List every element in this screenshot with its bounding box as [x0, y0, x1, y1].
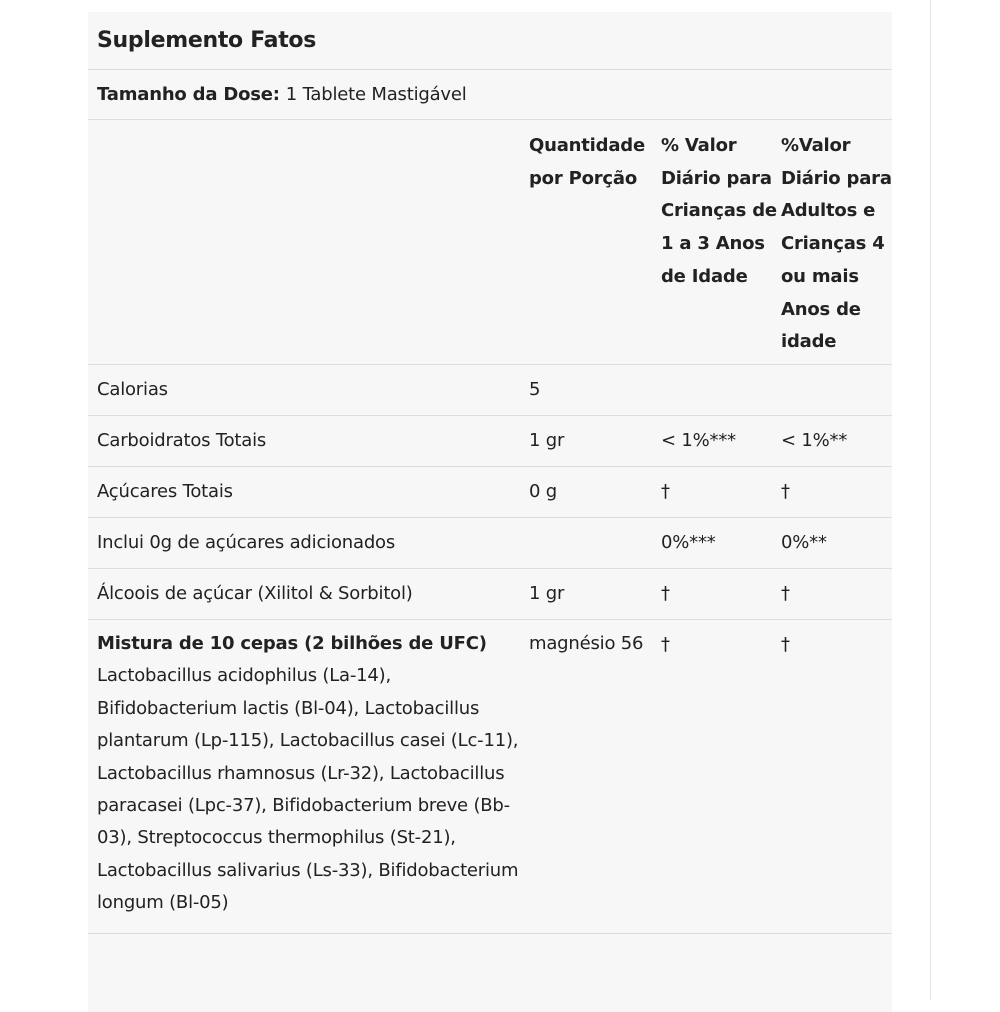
serving-size-value: 1 Tablete Mastigável	[285, 84, 467, 105]
nutrient-dv-children: 0%***	[661, 517, 781, 568]
blend-name: Mistura de 10 cepas (2 bilhões de UFC)	[97, 632, 487, 654]
nutrient-amount	[529, 517, 661, 568]
nutrient-dv-adults: †	[781, 466, 892, 517]
nutrient-dv-adults	[781, 364, 892, 415]
blend-cell	[88, 619, 529, 933]
nutrient-amount: 1 gr	[529, 415, 661, 466]
nutrient-dv-children: < 1%***	[661, 415, 781, 466]
serving-size-row	[88, 70, 892, 120]
serving-size-label: Tamanho da Dose:	[97, 84, 280, 105]
blend-strains: Lactobacillus acidophilus (La-14), Bifidobacterium lactis (Bl-04), Lactobacillus plantarum (Lp-115), Lactobacillus casei (Lc-11), Lactobacillus rhamnosus (Lr-32), Lactobacillus paracasei (Lpc-37), Bifidobacterium breve (Bb-03), Streptococcus thermophilus (St-21), Lactobacillus salivarius (Ls-33), Bifidobacterium longum (Bl-05)	[97, 665, 519, 914]
table-row	[88, 415, 892, 466]
header-empty-cell	[88, 120, 529, 364]
blend-dv-adults: †	[781, 619, 892, 933]
supplement-facts-panel	[88, 12, 892, 1012]
panel-title: Suplemento Fatos	[88, 12, 892, 70]
table-row	[88, 568, 892, 619]
header-dv-children: % Valor Diário para Crianças de 1 a 3 Anos de Idade	[661, 120, 781, 364]
nutrient-amount: 5	[529, 364, 661, 415]
nutrient-dv-children: †	[661, 466, 781, 517]
blend-amount: magnésio 56	[529, 619, 661, 933]
page-divider	[930, 0, 931, 1000]
nutrient-amount: 0 g	[529, 466, 661, 517]
probiotic-blend-row	[88, 619, 892, 933]
nutrient-dv-children	[661, 364, 781, 415]
nutrient-name: Inclui 0g de açúcares adicionados	[88, 517, 529, 568]
supplement-facts-table	[88, 120, 892, 934]
nutrient-name: Açúcares Totais	[88, 466, 529, 517]
nutrient-name: Álcoois de açúcar (Xilitol & Sorbitol)	[88, 568, 529, 619]
nutrient-dv-adults: 0%**	[781, 517, 892, 568]
nutrient-amount: 1 gr	[529, 568, 661, 619]
nutrient-dv-adults: †	[781, 568, 892, 619]
table-row	[88, 517, 892, 568]
nutrient-name: Calorias	[88, 364, 529, 415]
nutrient-dv-adults: < 1%**	[781, 415, 892, 466]
blend-dv-children: †	[661, 619, 781, 933]
table-header-row	[88, 120, 892, 364]
table-row	[88, 364, 892, 415]
nutrient-dv-children: †	[661, 568, 781, 619]
header-dv-adults: %Valor Diário para Adultos e Crianças 4 ou mais Anos de idade	[781, 120, 892, 364]
nutrient-name: Carboidratos Totais	[88, 415, 529, 466]
header-amount: Quantidade por Porção	[529, 120, 661, 364]
table-row	[88, 466, 892, 517]
